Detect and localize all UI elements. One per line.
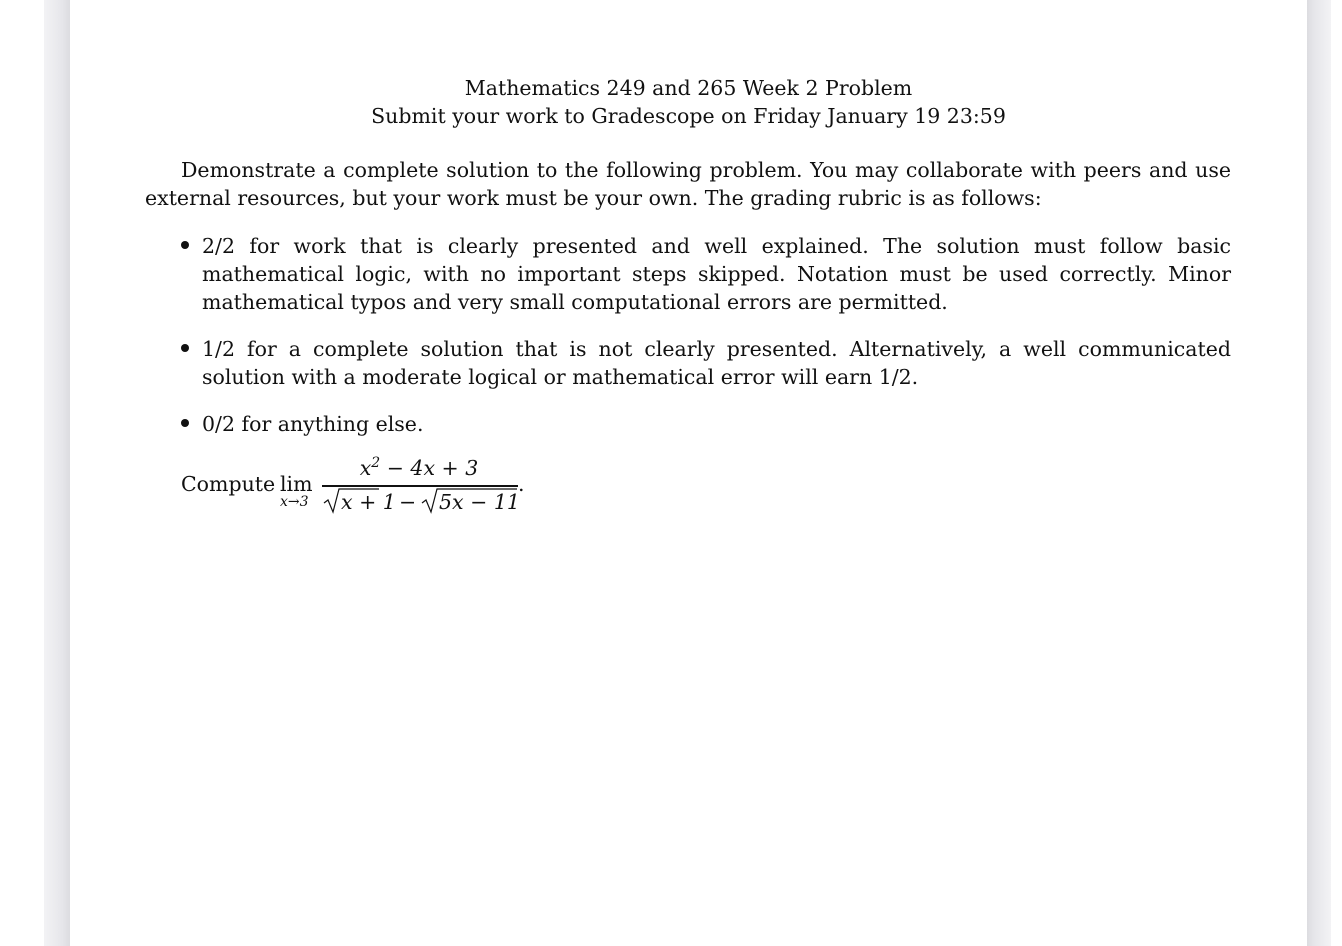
viewer-gutter-right [1307, 0, 1331, 946]
document-subtitle: Submit your work to Gradescope on Friday January 19 23:59 [371, 104, 1006, 128]
intro-paragraph: Demonstrate a complete solution to the following problem. You may collaborate with peers and use external resources, but your work must be your own. The grading rubric is as follows: [145, 158, 1231, 210]
limit-subscript: x→3 [280, 494, 309, 510]
bullet-icon [181, 419, 189, 427]
bullet-icon [181, 241, 189, 249]
denominator-term-two: 5x − 11 [439, 490, 520, 514]
document-title: Mathematics 249 and 265 Week 2 Problem [464, 76, 913, 100]
numerator-base: x [359, 456, 372, 480]
bullet-icon [181, 344, 189, 352]
rubric-item-no-credit: 0/2 for anything else. [202, 412, 424, 436]
denominator-minus: − [399, 490, 417, 514]
rubric-item-half-credit: 1/2 for a complete solution that is not clearly presented. Alternatively, a well communicated solution with a moderate logical or mathematical error will earn 1/2. [202, 337, 1231, 389]
numerator-exponent: 2 [371, 455, 381, 472]
numerator-rest: − 4x + 3 [380, 456, 479, 480]
viewer-gutter-left [44, 0, 70, 946]
fraction-denominator [321, 486, 521, 516]
limit-operator: lim [280, 472, 313, 496]
document-header [70, 74, 1307, 130]
denominator-term-one: x + 1 [341, 490, 396, 514]
problem-period: . [518, 472, 525, 496]
rubric-item-full-credit: 2/2 for work that is clearly presented and well explained. The solution must follow basic mathematical logic, with no important steps skipped. Notation must be used correctly. Minor mathematical typos and very small computational errors are permitted. [202, 234, 1231, 314]
problem-label: Compute [181, 472, 276, 496]
fraction-numerator [321, 454, 517, 482]
document-page [70, 0, 1307, 946]
